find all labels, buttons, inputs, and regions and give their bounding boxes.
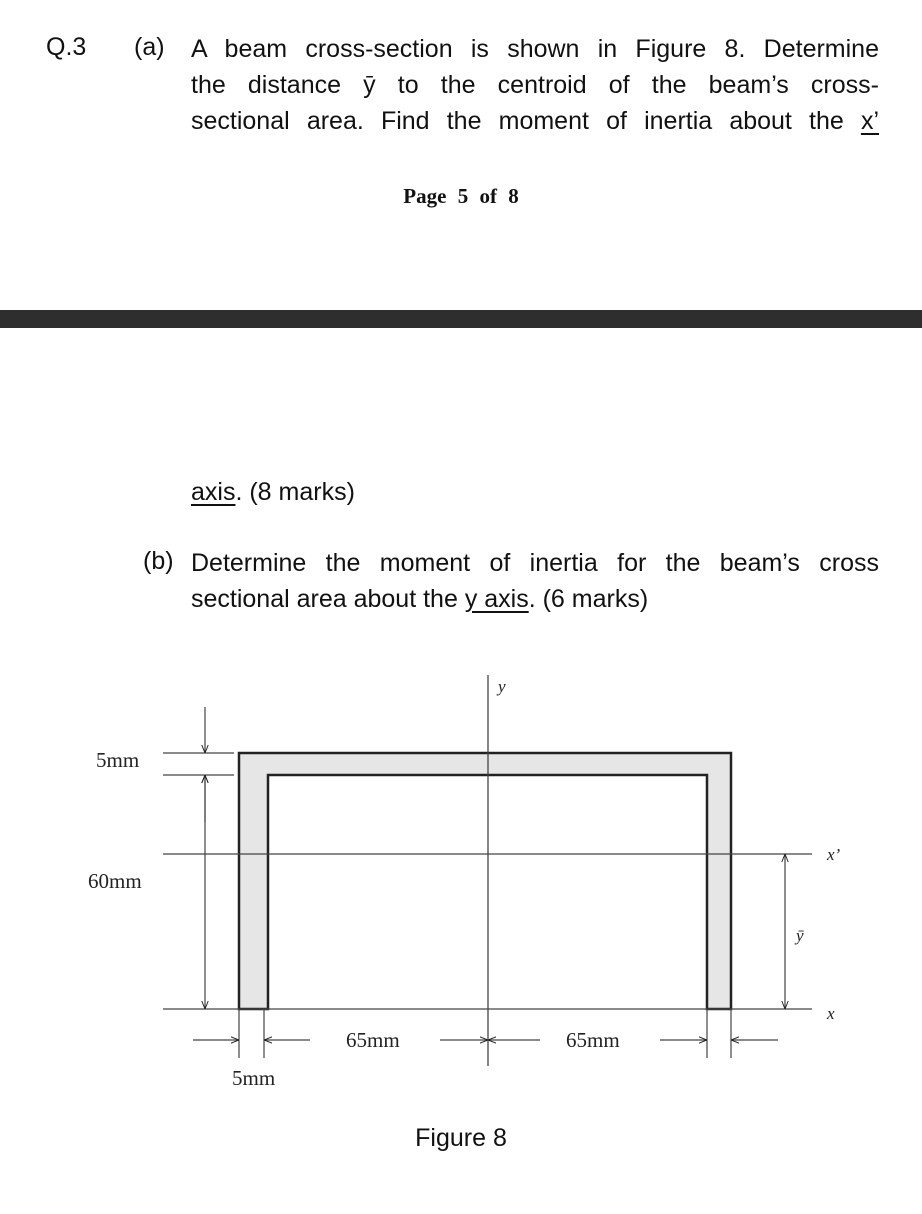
part-a-marks: . (8 marks) xyxy=(235,478,355,506)
page-number: Page 5 of 8 xyxy=(403,184,519,208)
part-a-line-2-end: to the centroid of the beam’s cross- xyxy=(375,71,879,99)
label-web-thickness: 5mm xyxy=(232,1066,276,1090)
figure-caption: Figure 8 xyxy=(415,1124,507,1152)
part-b-line-2-end: . (6 marks) xyxy=(528,585,649,613)
label-flange-thickness: 5mm xyxy=(96,748,140,772)
part-a-line-2-start: the distance xyxy=(191,71,364,99)
question-number: Q.3 xyxy=(46,33,87,61)
label-right-half-width: 65mm xyxy=(566,1028,620,1052)
label-left-half-width: 65mm xyxy=(346,1028,400,1052)
label-x-axis: x xyxy=(827,1004,835,1023)
label-y-bar: ȳ xyxy=(796,926,804,945)
y-axis-ref: y axis xyxy=(464,585,529,613)
part-b-label: (b) xyxy=(143,547,174,575)
part-a-label: (a) xyxy=(134,33,165,61)
part-a-line-3-start: sectional area. Find the moment of inertia about the xyxy=(191,107,861,135)
label-height: 60mm xyxy=(88,869,142,893)
y-bar-symbol: ȳ xyxy=(363,71,376,99)
part-b-line-2-start: sectional area about the xyxy=(191,585,465,613)
label-y-axis: y xyxy=(498,677,506,696)
part-a-line-1: A beam cross-section is shown in Figure 8. Determine xyxy=(191,35,879,63)
x-prime-axis-ref: x’ xyxy=(860,107,879,135)
label-x-prime-axis: x’ xyxy=(827,845,841,864)
beam-cross-section xyxy=(239,753,731,1009)
axis-word: axis xyxy=(191,478,236,506)
part-b-line-1: Determine the moment of inertia for the beam’s cross xyxy=(191,549,879,577)
